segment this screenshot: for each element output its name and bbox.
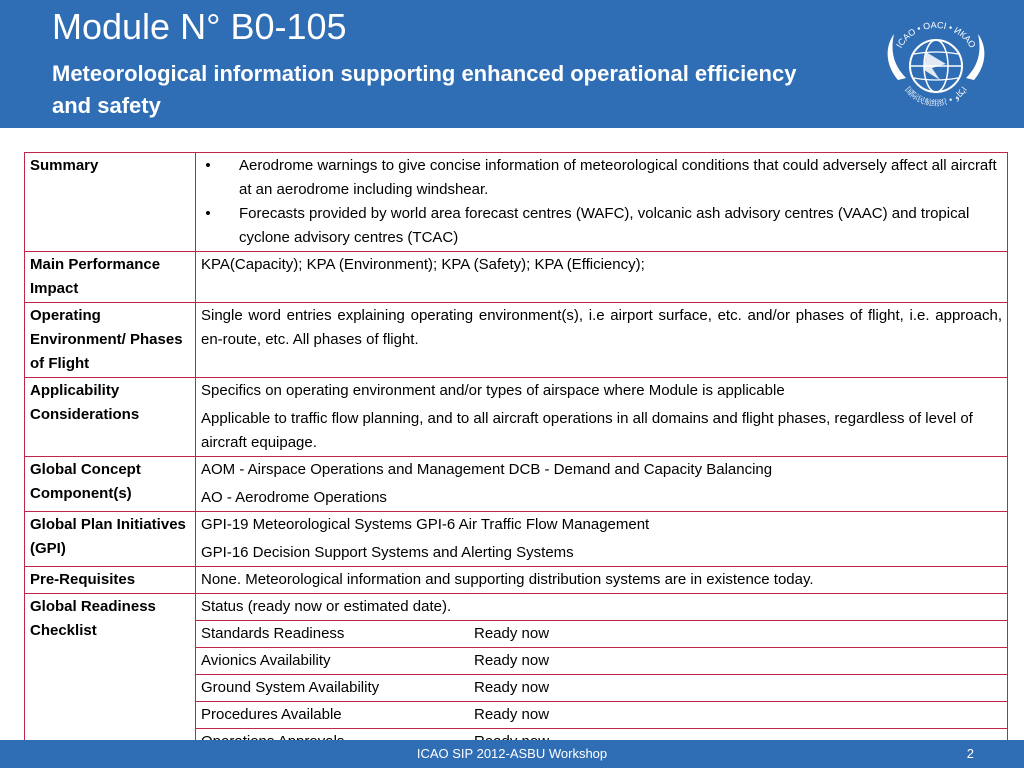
- readiness-item: Avionics Availability: [201, 652, 331, 669]
- summary-item: [201, 154, 1002, 202]
- readiness-cell: [196, 648, 1008, 675]
- logo-text-top: ICAO • OACI • ИКАО: [894, 19, 978, 50]
- icao-emblem-icon: [876, 8, 996, 120]
- row-applicability: [25, 378, 1008, 457]
- applicability-content: [196, 378, 1008, 457]
- summary-item-text: Aerodrome warnings to give concise information of meteorological conditions that could adversely affect all aircraft at an aerodrome including windshear.: [239, 157, 997, 198]
- label-applicability: Applicability Considerations: [25, 378, 196, 457]
- summary-item-text: Forecasts provided by world area forecast centres (WAFC), volcanic ash advisory centres (VAAC) and tropical cyclone advisory centres (TCAC): [239, 205, 970, 246]
- page-number: 2: [966, 746, 974, 761]
- summary-content: [196, 153, 1008, 252]
- readiness-cell: [196, 675, 1008, 702]
- row-prerequisites: [25, 567, 1008, 594]
- main-performance-text: KPA(Capacity); KPA (Environment); KPA (Safety); KPA (Efficiency);: [196, 252, 1008, 303]
- applicability-line-1: Specifics on operating environment and/or types of airspace where Module is applicable: [201, 382, 785, 399]
- footer-text: ICAO SIP 2012-ASBU Workshop: [416, 746, 608, 761]
- row-main-performance: [25, 252, 1008, 303]
- summary-list: [201, 154, 1002, 250]
- bullet-icon: •: [205, 157, 211, 174]
- readiness-status-header: Status (ready now or estimated date).: [196, 594, 1008, 621]
- label-readiness: Global Readiness Checklist: [25, 594, 196, 756]
- readiness-cell: [196, 621, 1008, 648]
- global-plan-line-1: GPI-19 Meteorological Systems GPI-6 Air Traffic Flow Management: [201, 516, 650, 533]
- module-table: [24, 152, 1008, 756]
- readiness-status: Ready now: [474, 706, 550, 723]
- row-global-concept: [25, 457, 1008, 512]
- slide-title: Module N° B0-105: [52, 6, 347, 47]
- label-prerequisites: Pre-Requisites: [25, 567, 196, 594]
- global-plan-content: [196, 512, 1008, 567]
- label-operating-environment: Operating Environment/ Phases of Flight: [25, 303, 196, 378]
- readiness-item: Standards Readiness: [201, 625, 345, 642]
- slide-header: [0, 0, 1024, 128]
- logo-text-bottom: 国际民航组织 • ايكاو: [903, 85, 969, 108]
- global-concept-content: [196, 457, 1008, 512]
- readiness-status: Ready now: [474, 679, 550, 696]
- readiness-status: Ready now: [474, 625, 550, 642]
- summary-item: [201, 202, 1002, 250]
- row-operating-environment: [25, 303, 1008, 378]
- label-global-concept: Global Concept Component(s): [25, 457, 196, 512]
- row-readiness-header: [25, 594, 1008, 621]
- svg-text:国际民航组织 • ايكاو: [903, 85, 969, 108]
- operating-environment-text: Single word entries explaining operating environment(s), i.e airport surface, etc. and/or phases of flight, i.e. approach, en-route, etc. All phases of flight.: [196, 303, 1008, 378]
- readiness-cell: [196, 702, 1008, 729]
- global-plan-line-2: GPI-16 Decision Support Systems and Alerting Systems: [201, 544, 574, 561]
- global-concept-line-1: AOM - Airspace Operations and Management DCB - Demand and Capacity Balancing: [201, 461, 773, 478]
- readiness-item: Ground System Availability: [201, 679, 380, 696]
- svg-text:ICAO • OACI • ИКАО: [894, 20, 978, 50]
- label-main-performance: Main Performance Impact: [25, 252, 196, 303]
- slide-footer: [0, 740, 1024, 768]
- label-summary: Summary: [25, 153, 196, 252]
- slide-subtitle: Meteorological information supporting enhanced operational efficiency and safety: [52, 61, 797, 118]
- applicability-line-2: Applicable to traffic flow planning, and to all aircraft operations in all domains and flight phases, regardless of level of aircraft equipage.: [201, 410, 973, 451]
- readiness-item: Procedures Available: [201, 706, 342, 723]
- readiness-status: Ready now: [474, 652, 550, 669]
- global-concept-line-2: AO - Aerodrome Operations: [201, 489, 387, 506]
- bullet-icon: •: [205, 205, 211, 222]
- prerequisites-text: None. Meteorological information and supporting distribution systems are in existence today.: [196, 567, 1008, 594]
- row-summary: [25, 153, 1008, 252]
- row-global-plan: [25, 512, 1008, 567]
- label-global-plan: Global Plan Initiatives (GPI): [25, 512, 196, 567]
